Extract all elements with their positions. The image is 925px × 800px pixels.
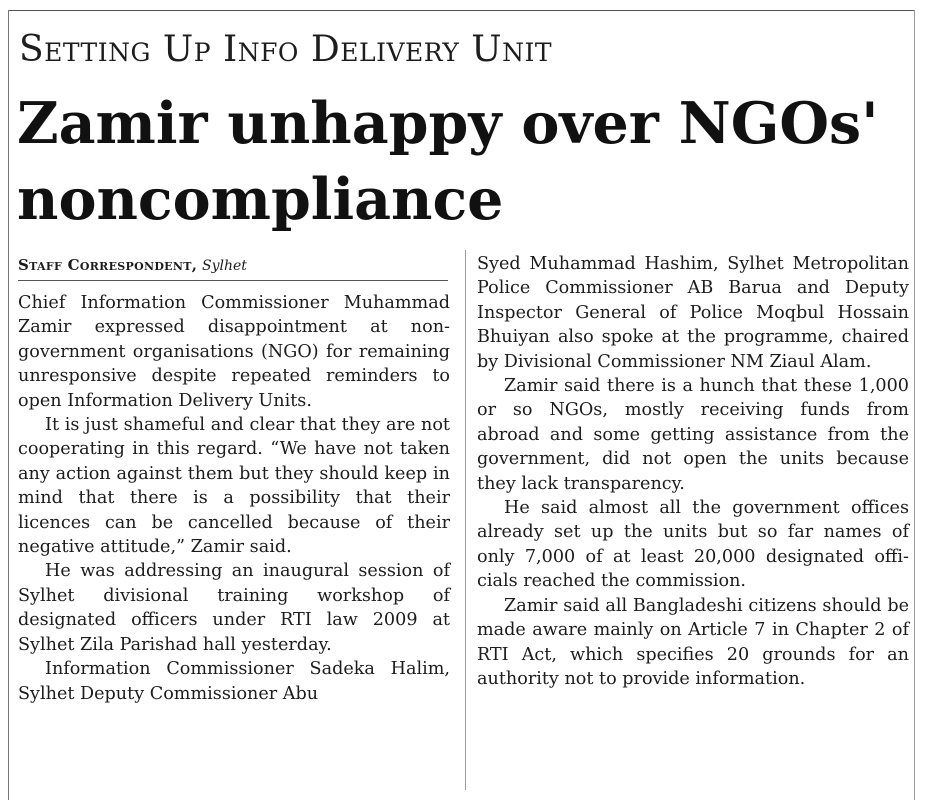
article-column-left xyxy=(18,255,450,706)
top-border-rule xyxy=(8,10,915,11)
paragraph: He was addressing an inaugural session of Sylhet divisional training workshop of designated officers under RTI law 2009 at Sylhet Zila Parishad hall yesterday. xyxy=(18,561,450,655)
paragraph: It is just shameful and clear that they are not cooperating in this regard. “We have not taken any action against them but they should keep in mind that there is a possibility that their licences can be cancelled because of their negative attitude,” Zamir said. xyxy=(18,415,450,558)
byline-divider xyxy=(18,280,448,281)
article-column-right xyxy=(477,252,909,691)
right-border-rule xyxy=(914,10,915,800)
byline xyxy=(18,255,450,276)
paragraph: Information Commissioner Sadeka Halim, Sylhet Deputy Commissioner Abu xyxy=(18,659,450,704)
paragraph: Chief Information Commissioner Muhammad Zamir expressed disappointment at non-government organisations (NGO) for remaining unresponsive despite repeated reminders to open Information Delivery Units. xyxy=(18,293,450,411)
column-divider xyxy=(465,250,466,790)
paragraph: Syed Muhammad Hashim, Sylhet Metropolitan Police Commissioner AB Barua and Deputy Inspector General of Police Moqbul Hossain Bhuiyan also spoke at the programme, chaired by Divisional Commissioner NM Ziaul Alam. xyxy=(477,254,909,372)
byline-author: Staff Correspondent, xyxy=(18,256,198,274)
headline: Zamir unhappy over NGOs' noncompliance xyxy=(17,90,879,233)
left-border-rule xyxy=(8,10,9,800)
paragraph: He said almost all the government offices already set up the units but so far names of only 7,000 of at least 20,000 designated officials reached the commission. xyxy=(477,498,909,592)
byline-location: Sylhet xyxy=(202,258,247,274)
kicker-heading: Setting Up Info Delivery Unit xyxy=(19,29,553,70)
paragraph: Zamir said all Bangladeshi citizens should be made aware mainly on Article 7 in Chapter 2 of RTI Act, which specifies 20 grounds for an authority not to provide information. xyxy=(477,595,909,689)
paragraph: Zamir said there is a hunch that these 1,000 or so NGOs, mostly receiving funds from abroad and some getting assistance from the government, did not open the units because they lack transparency. xyxy=(477,376,909,494)
